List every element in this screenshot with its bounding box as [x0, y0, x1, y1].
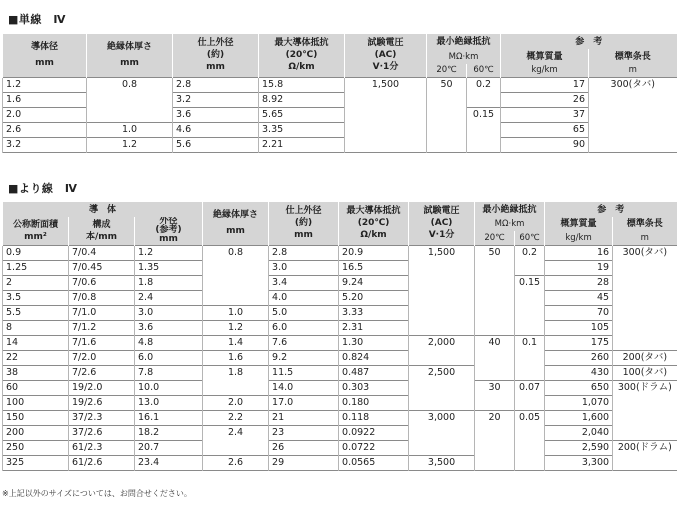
cell-max-resistance: 0.824 [339, 350, 409, 365]
cell-area: 325 [3, 455, 69, 470]
cell-config: 19/2.6 [69, 395, 135, 410]
cell-insulation: 2.2 [203, 410, 269, 425]
col-length: 標準条長 [589, 49, 677, 64]
cell-mass: 45 [545, 290, 613, 305]
cell-ins-20c: 50 [475, 245, 515, 260]
col-insulation: 絶縁体厚さ mm [87, 34, 173, 77]
cell-length [613, 425, 677, 440]
cell-insulation: 1.6 [203, 350, 269, 365]
cell-outer-dia: 4.0 [269, 290, 339, 305]
cell-outer-dia: 9.2 [269, 350, 339, 365]
cell-outer-ref: 1.35 [135, 260, 203, 275]
cell-conductor-dia: 3.2 [3, 137, 87, 152]
col-test-voltage: 試験電圧 (AC) V·1分 [409, 202, 475, 245]
cell-outer-ref: 13.0 [135, 395, 203, 410]
cell-ins-60c: 0.2 [515, 245, 545, 260]
cell-config: 7/2.0 [69, 350, 135, 365]
cell-max-resistance: 0.0922 [339, 425, 409, 440]
cell-outer-ref: 10.0 [135, 380, 203, 395]
col-area: 公称断面積 mm² [3, 217, 69, 245]
col-max-resistance: 最大導体抵抗 (20℃) Ω/km [339, 202, 409, 245]
cell-max-resistance: 2.31 [339, 320, 409, 335]
cell-area: 22 [3, 350, 69, 365]
col-reference: 参 考 [545, 202, 677, 217]
cell-ins-20c [475, 425, 515, 440]
cell-mass: 2,040 [545, 425, 613, 440]
cell-insulation [203, 290, 269, 305]
cell-insulation [203, 275, 269, 290]
cell-outer-dia: 7.6 [269, 335, 339, 350]
cell-outer-dia: 11.5 [269, 365, 339, 380]
cell-test-voltage [345, 107, 427, 122]
unit-60c: 60℃ [515, 231, 545, 245]
cell-config: 7/0.4 [69, 245, 135, 260]
cell-ins-60c: 0.07 [515, 380, 545, 395]
cell-test-voltage: 2,000 [409, 335, 475, 350]
table-row [3, 290, 677, 305]
cell-outer-dia: 17.0 [269, 395, 339, 410]
cell-mass: 3,300 [545, 455, 613, 470]
cell-test-voltage: 3,500 [409, 455, 475, 470]
cell-ins-60c [515, 290, 545, 305]
unit-m: m [613, 231, 677, 245]
table-row [3, 425, 677, 440]
cell-area: 3.5 [3, 290, 69, 305]
col-max-resistance: 最大導体抵抗 (20℃) Ω/km [259, 34, 345, 77]
unit-60c: 60℃ [467, 64, 501, 77]
cell-test-voltage: 1,500 [345, 77, 427, 92]
cell-outer-dia: 29 [269, 455, 339, 470]
cell-test-voltage [409, 290, 475, 305]
table-row [3, 320, 677, 335]
cell-max-resistance: 0.487 [339, 365, 409, 380]
col-mass: 概算質量 [501, 49, 589, 64]
col-config: 構成 本/mm [69, 217, 135, 245]
cell-ins-60c [515, 260, 545, 275]
cell-mass: 70 [545, 305, 613, 320]
cell-outer-dia: 2.8 [269, 245, 339, 260]
cell-area: 38 [3, 365, 69, 380]
cell-max-resistance: 5.20 [339, 290, 409, 305]
section-title-single-wire: ■単線 Ⅳ [8, 13, 66, 26]
cell-mass: 28 [545, 275, 613, 290]
table-row [3, 440, 677, 455]
cell-length [589, 122, 677, 137]
cell-config: 61/2.3 [69, 440, 135, 455]
cell-test-voltage [409, 395, 475, 410]
cell-ins-20c: 40 [475, 335, 515, 350]
cell-ins-60c [515, 455, 545, 470]
unit-mohm: MΩ·km [475, 217, 545, 231]
cell-max-resistance: 16.5 [339, 260, 409, 275]
cell-config: 7/1.2 [69, 320, 135, 335]
cell-ins-20c [427, 92, 467, 107]
cell-mass: 19 [545, 260, 613, 275]
cell-conductor-dia: 1.6 [3, 92, 87, 107]
cell-area: 8 [3, 320, 69, 335]
cell-outer-dia: 21 [269, 410, 339, 425]
cell-config: 7/1.6 [69, 335, 135, 350]
cell-mass: 105 [545, 320, 613, 335]
cell-test-voltage [409, 440, 475, 455]
cell-ins-20c [475, 395, 515, 410]
cell-ins-60c [515, 425, 545, 440]
cell-test-voltage: 1,500 [409, 245, 475, 260]
unit-m: m [589, 64, 677, 77]
cell-insulation: 1.0 [203, 305, 269, 320]
cell-config: 37/2.3 [69, 410, 135, 425]
cell-area: 5.5 [3, 305, 69, 320]
cell-area: 200 [3, 425, 69, 440]
cell-config: 61/2.6 [69, 455, 135, 470]
table-row [3, 335, 677, 350]
cell-outer-ref: 1.8 [135, 275, 203, 290]
cell-outer-ref: 23.4 [135, 455, 203, 470]
cell-config: 7/0.8 [69, 290, 135, 305]
table-row [3, 395, 677, 410]
col-test-voltage: 試験電圧 (AC) V·1分 [345, 34, 427, 77]
cell-config: 7/0.6 [69, 275, 135, 290]
cell-ins-60c [515, 350, 545, 365]
cell-outer-ref: 2.4 [135, 290, 203, 305]
unit-kgkm: kg/km [545, 231, 613, 245]
cell-ins-20c [475, 275, 515, 290]
cell-ins-60c [515, 365, 545, 380]
cell-outer-ref: 18.2 [135, 425, 203, 440]
cell-length: 200(ドラム) [613, 440, 677, 455]
cell-insulation: 1.8 [203, 365, 269, 380]
cell-length [613, 410, 677, 425]
cell-insulation: 2.0 [203, 395, 269, 410]
col-outer-dia: 仕上外径 (約) mm [173, 34, 259, 77]
cell-test-voltage [409, 260, 475, 275]
cell-ins-60c [515, 320, 545, 335]
cell-max-resistance: 0.303 [339, 380, 409, 395]
cell-outer-ref: 16.1 [135, 410, 203, 425]
cell-length [613, 335, 677, 350]
cell-outer-ref: 3.6 [135, 320, 203, 335]
col-length: 標準条長 [613, 217, 677, 231]
table-row [3, 122, 677, 137]
unit-kgkm: kg/km [501, 64, 589, 77]
cell-area: 0.9 [3, 245, 69, 260]
cell-length [613, 395, 677, 410]
cell-config: 7/2.6 [69, 365, 135, 380]
cell-mass: 65 [501, 122, 589, 137]
cell-ins-20c [475, 305, 515, 320]
cell-test-voltage: 2,500 [409, 365, 475, 380]
cell-max-resistance: 0.118 [339, 410, 409, 425]
table-row [3, 365, 677, 380]
cell-outer-dia: 4.6 [173, 122, 259, 137]
table-row [3, 107, 677, 122]
cell-outer-dia: 3.2 [173, 92, 259, 107]
cell-insulation: 1.4 [203, 335, 269, 350]
cell-mass: 175 [545, 335, 613, 350]
col-min-insulation: 最小絶縁抵抗 [475, 202, 545, 217]
cell-outer-dia: 2.8 [173, 77, 259, 92]
cell-length [613, 455, 677, 470]
cell-ins-20c [427, 107, 467, 122]
col-conductor: 導 体 [3, 202, 203, 217]
cell-length: 100(タバ) [613, 365, 677, 380]
cell-mass: 16 [545, 245, 613, 260]
cell-test-voltage [409, 320, 475, 335]
cell-insulation: 1.2 [203, 320, 269, 335]
cell-insulation [87, 107, 173, 122]
cell-outer-ref: 3.0 [135, 305, 203, 320]
col-reference: 参 考 [501, 34, 677, 49]
cell-max-resistance: 0.180 [339, 395, 409, 410]
cell-insulation: 1.0 [87, 122, 173, 137]
cell-ins-60c: 0.2 [467, 77, 501, 92]
cell-insulation: 0.8 [87, 77, 173, 92]
cell-ins-60c [515, 395, 545, 410]
cell-mass: 1,070 [545, 395, 613, 410]
cell-area: 14 [3, 335, 69, 350]
cell-ins-60c [467, 122, 501, 137]
cell-mass: 37 [501, 107, 589, 122]
cell-mass: 2,590 [545, 440, 613, 455]
table-row [3, 455, 677, 470]
cell-outer-dia: 5.6 [173, 137, 259, 152]
table-row [3, 77, 677, 92]
cell-ins-60c [515, 305, 545, 320]
cell-ins-60c [515, 440, 545, 455]
footnote: ※上記以外のサイズについては、お問合せください。 [2, 489, 192, 498]
cell-ins-20c: 30 [475, 380, 515, 395]
cell-max-resistance: 2.21 [259, 137, 345, 152]
cell-length [613, 320, 677, 335]
cell-ins-20c [475, 260, 515, 275]
cell-mass: 1,600 [545, 410, 613, 425]
cell-config: 37/2.6 [69, 425, 135, 440]
unit-mohm: MΩ·km [427, 49, 501, 64]
cell-outer-ref: 7.8 [135, 365, 203, 380]
cell-max-resistance: 1.30 [339, 335, 409, 350]
table-row [3, 137, 677, 152]
cell-outer-dia: 5.0 [269, 305, 339, 320]
cell-mass: 26 [501, 92, 589, 107]
cell-config: 7/0.45 [69, 260, 135, 275]
cell-mass: 90 [501, 137, 589, 152]
cell-config: 19/2.0 [69, 380, 135, 395]
cell-config: 7/1.0 [69, 305, 135, 320]
cell-ins-60c: 0.1 [515, 335, 545, 350]
cell-ins-20c [475, 290, 515, 305]
cell-max-resistance: 3.33 [339, 305, 409, 320]
cell-insulation [203, 440, 269, 455]
table-row [3, 92, 677, 107]
cell-ins-20c: 50 [427, 77, 467, 92]
cell-length [613, 290, 677, 305]
cell-area: 150 [3, 410, 69, 425]
cell-test-voltage [409, 275, 475, 290]
col-conductor-dia: 導体径 mm [3, 34, 87, 77]
cell-max-resistance: 3.35 [259, 122, 345, 137]
cell-length: 300(タバ) [589, 77, 677, 92]
cell-outer-dia: 6.0 [269, 320, 339, 335]
single-wire-table [2, 34, 677, 153]
cell-ins-60c [467, 137, 501, 152]
table-row [3, 305, 677, 320]
cell-conductor-dia: 2.0 [3, 107, 87, 122]
cell-ins-20c [475, 455, 515, 470]
table-row [3, 350, 677, 365]
cell-max-resistance: 15.8 [259, 77, 345, 92]
cell-test-voltage [345, 92, 427, 107]
cell-outer-dia: 3.4 [269, 275, 339, 290]
cell-mass: 650 [545, 380, 613, 395]
cell-area: 100 [3, 395, 69, 410]
unit-20c: 20℃ [475, 231, 515, 245]
cell-ins-20c [475, 365, 515, 380]
col-outer-ref: 外径 (参考) mm [135, 217, 203, 245]
cell-outer-ref: 6.0 [135, 350, 203, 365]
cell-test-voltage [409, 305, 475, 320]
col-min-insulation: 最小絶縁抵抗 [427, 34, 501, 49]
cell-ins-20c [475, 320, 515, 335]
cell-test-voltage [345, 122, 427, 137]
cell-ins-20c [475, 440, 515, 455]
cell-outer-dia: 3.6 [173, 107, 259, 122]
cell-conductor-dia: 2.6 [3, 122, 87, 137]
cell-max-resistance: 9.24 [339, 275, 409, 290]
cell-area: 2 [3, 275, 69, 290]
cell-test-voltage [345, 137, 427, 152]
col-outer-dia: 仕上外径 (約) mm [269, 202, 339, 245]
cell-length [613, 260, 677, 275]
cell-outer-ref: 20.7 [135, 440, 203, 455]
cell-mass: 17 [501, 77, 589, 92]
cell-outer-dia: 3.0 [269, 260, 339, 275]
col-mass: 概算質量 [545, 217, 613, 231]
cell-mass: 430 [545, 365, 613, 380]
cell-max-resistance: 8.92 [259, 92, 345, 107]
cell-ins-20c [475, 350, 515, 365]
table-row [3, 245, 677, 260]
cell-conductor-dia: 1.2 [3, 77, 87, 92]
cell-test-voltage [409, 380, 475, 395]
cell-insulation: 2.6 [203, 455, 269, 470]
cell-max-resistance: 0.0565 [339, 455, 409, 470]
cell-length [589, 92, 677, 107]
cell-ins-20c: 20 [475, 410, 515, 425]
cell-max-resistance: 0.0722 [339, 440, 409, 455]
cell-test-voltage [409, 350, 475, 365]
cell-length [613, 305, 677, 320]
cell-area: 60 [3, 380, 69, 395]
cell-area: 1.25 [3, 260, 69, 275]
cell-test-voltage: 3,000 [409, 410, 475, 425]
cell-outer-ref: 4.8 [135, 335, 203, 350]
cell-ins-60c: 0.15 [467, 107, 501, 122]
cell-insulation [203, 380, 269, 395]
cell-outer-ref: 1.2 [135, 245, 203, 260]
cell-test-voltage [409, 425, 475, 440]
cell-max-resistance: 5.65 [259, 107, 345, 122]
cell-length [613, 275, 677, 290]
cell-insulation [203, 260, 269, 275]
cell-max-resistance: 20.9 [339, 245, 409, 260]
cell-outer-dia: 26 [269, 440, 339, 455]
cell-insulation [87, 92, 173, 107]
table-row [3, 275, 677, 290]
col-insulation: 絶縁体厚さ mm [203, 202, 269, 245]
cell-length [589, 137, 677, 152]
cell-length: 300(タバ) [613, 245, 677, 260]
table-row [3, 410, 677, 425]
section-title-stranded-wire: ■より線 Ⅳ [8, 182, 78, 195]
table-row [3, 260, 677, 275]
cell-outer-dia: 23 [269, 425, 339, 440]
table-row [3, 380, 677, 395]
cell-ins-20c [427, 137, 467, 152]
cell-ins-60c: 0.15 [515, 275, 545, 290]
cell-ins-60c: 0.05 [515, 410, 545, 425]
cell-area: 250 [3, 440, 69, 455]
unit-20c: 20℃ [427, 64, 467, 77]
cell-outer-dia: 14.0 [269, 380, 339, 395]
cell-insulation: 1.2 [87, 137, 173, 152]
cell-insulation: 0.8 [203, 245, 269, 260]
stranded-wire-table [2, 202, 677, 471]
cell-length: 200(タバ) [613, 350, 677, 365]
cell-length [589, 107, 677, 122]
cell-mass: 260 [545, 350, 613, 365]
cell-length: 300(ドラム) [613, 380, 677, 395]
cell-insulation: 2.4 [203, 425, 269, 440]
cell-ins-20c [427, 122, 467, 137]
cell-ins-60c [467, 92, 501, 107]
